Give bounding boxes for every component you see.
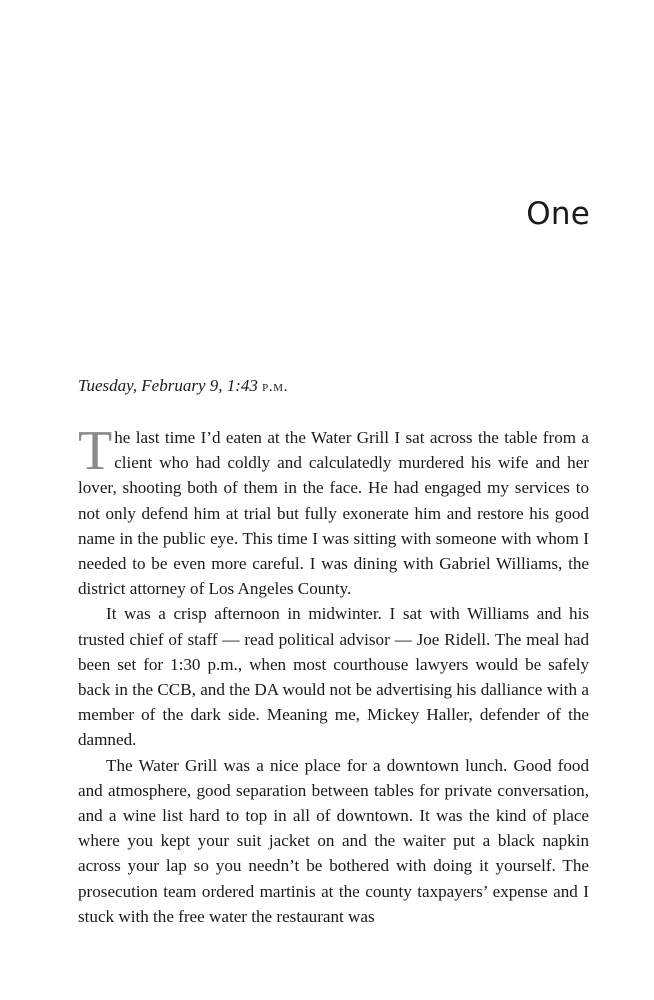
chapter-title: One — [526, 196, 590, 232]
paragraph-2: It was a crisp afternoon in midwinter. I sat with Williams and his trusted chief of staff — read political advisor — Joe Ridell. The meal had been set for 1:30 p.m., when most courthouse lawyers would be safely back in the CCB, and the DA would not be advertising his dalliance with a member of the dark side. Meaning me, Mickey Haller, defender of the damned. — [78, 604, 589, 750]
paragraph-1 — [78, 420, 589, 601]
paragraph-3: The Water Grill was a nice place for a downtown lunch. Good food and atmosphere, good separation between tables for private conversation, and a wine list hard to top in all of downtown. It was the kind of place where you kept your suit jacket on and the waiter put a black napkin across your lap so you needn’t be bothered with doing it yourself. The prosecution team ordered martinis at the county taxpayers’ expense and I stuck with the free water the restaurant was — [78, 755, 589, 926]
paragraph-1-text: he last time I’d eaten at the Water Grill I sat across the table from a client who had coldly and calculatedly murdered his wife and her lover, shooting both of them in the face. He had engaged my services to not only defend him at trial but fully exonerate him and restore his good name in the public eye. This time I was sitting with someone with whom I needed to be even more careful. I was dining with Gabriel Williams, the district attorney of Los Angeles County. — [78, 428, 589, 599]
dateline-text: Tuesday, February 9, 1:43 — [78, 376, 258, 395]
dateline-time-suffix: p.m. — [262, 379, 288, 395]
body-text — [78, 420, 589, 929]
drop-cap: T — [78, 420, 113, 482]
dateline — [78, 374, 288, 399]
